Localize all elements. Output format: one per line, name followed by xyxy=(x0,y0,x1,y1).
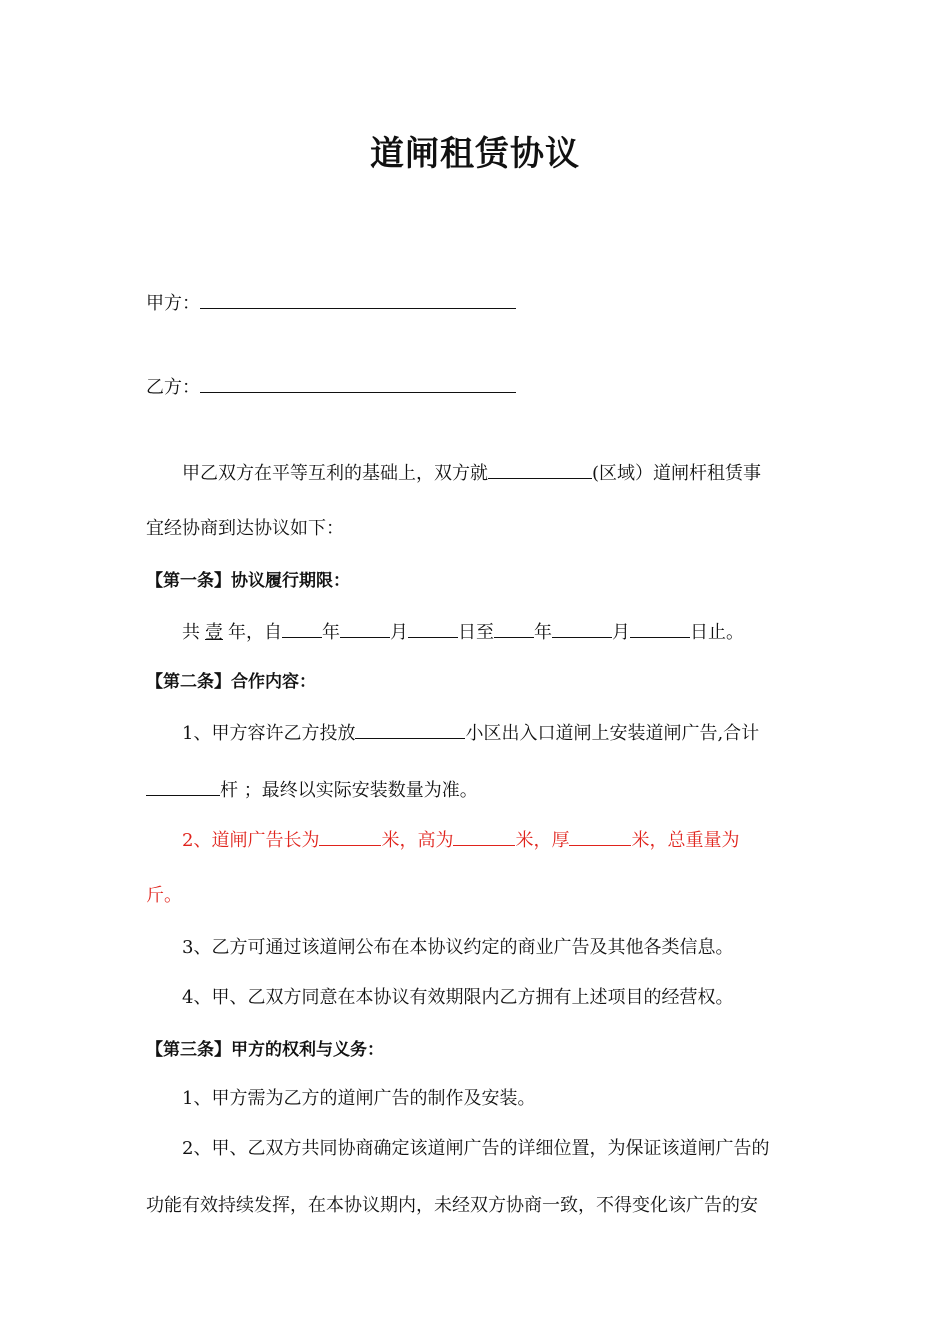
article-3-heading: 【第三条】甲方的权利与义务： xyxy=(146,1040,384,1060)
party-b-line xyxy=(146,374,516,400)
document-title: 道闸租赁协议 xyxy=(370,134,580,174)
article-1-heading: 【第一条】协议履行期限： xyxy=(146,571,350,591)
term-line xyxy=(182,619,744,645)
party-a-line xyxy=(146,290,516,316)
party-a-label: 甲方： xyxy=(146,293,200,314)
party-b-label: 乙方： xyxy=(146,377,200,398)
term-ri-zhi: 日至 xyxy=(458,622,494,643)
article-2-item-2 xyxy=(182,827,739,853)
party-a-blank xyxy=(200,290,516,309)
article-2-heading: 【第二条】合作内容： xyxy=(146,672,316,692)
term-years-value: 壹 xyxy=(205,622,223,643)
item2-height-label: 米，高为 xyxy=(381,830,454,851)
item1-text-after: 小区出入口道闸上安装道闸广告,合计 xyxy=(465,723,760,744)
article-2-item-1 xyxy=(182,720,759,746)
article-2-item-4: 4、甲、乙双方同意在本协议有效期限内乙方拥有上述项目的经营权。 xyxy=(182,987,734,1008)
term-nian: 年 xyxy=(322,622,340,643)
count-blank xyxy=(146,777,220,796)
term-gong: 共 xyxy=(182,622,200,643)
article-2-item-1-line-2 xyxy=(146,777,478,803)
term-nian-2: 年 xyxy=(534,622,552,643)
item1-line2-text: 杆 ；最终以实际安装数量为准。 xyxy=(220,780,478,801)
article-3-item-1: 1、甲方需为乙方的道闸广告的制作及安装。 xyxy=(182,1088,536,1109)
end-year-blank xyxy=(494,619,534,638)
intro-text-before: 甲乙双方在平等互利的基础上，双方就 xyxy=(182,463,488,484)
term-nian-zi: 年，自 xyxy=(228,622,282,643)
article-3-item-2-line-1: 2、甲、乙双方共同协商确定该道闸广告的详细位置，为保证该道闸广告的 xyxy=(182,1138,770,1159)
item2-length-label: 2、道闸广告长为 xyxy=(182,830,320,851)
thickness-blank xyxy=(569,827,631,846)
length-blank xyxy=(319,827,381,846)
item2-thickness-label: 米，厚 xyxy=(515,830,570,851)
article-2-item-3: 3、乙方可通过该道闸公布在本协议约定的商业广告及其他各类信息。 xyxy=(182,937,734,958)
area-blank xyxy=(488,460,592,479)
end-month-blank xyxy=(552,619,612,638)
start-day-blank xyxy=(408,619,458,638)
start-month-blank xyxy=(340,619,390,638)
article-2-item-2-line-2: 斤。 xyxy=(146,885,182,906)
start-year-blank xyxy=(282,619,322,638)
term-ri-zhi-2: 日止。 xyxy=(690,622,744,643)
term-yue-2: 月 xyxy=(612,622,630,643)
intro-text-after: (区域）道闸杆租赁事 xyxy=(592,463,762,484)
community-blank xyxy=(355,720,465,739)
term-yue: 月 xyxy=(390,622,408,643)
article-3-item-2-line-2: 功能有效持续发挥，在本协议期内，未经双方协商一致，不得变化该广告的安 xyxy=(146,1195,758,1216)
intro-line-1 xyxy=(182,460,761,486)
party-b-blank xyxy=(200,374,516,393)
item1-text-before: 1、甲方容许乙方投放 xyxy=(182,723,356,744)
item2-weight-label: 米，总重量为 xyxy=(631,830,740,851)
height-blank xyxy=(453,827,515,846)
intro-line-2: 宜经协商到达协议如下： xyxy=(146,518,344,539)
end-day-blank xyxy=(630,619,690,638)
